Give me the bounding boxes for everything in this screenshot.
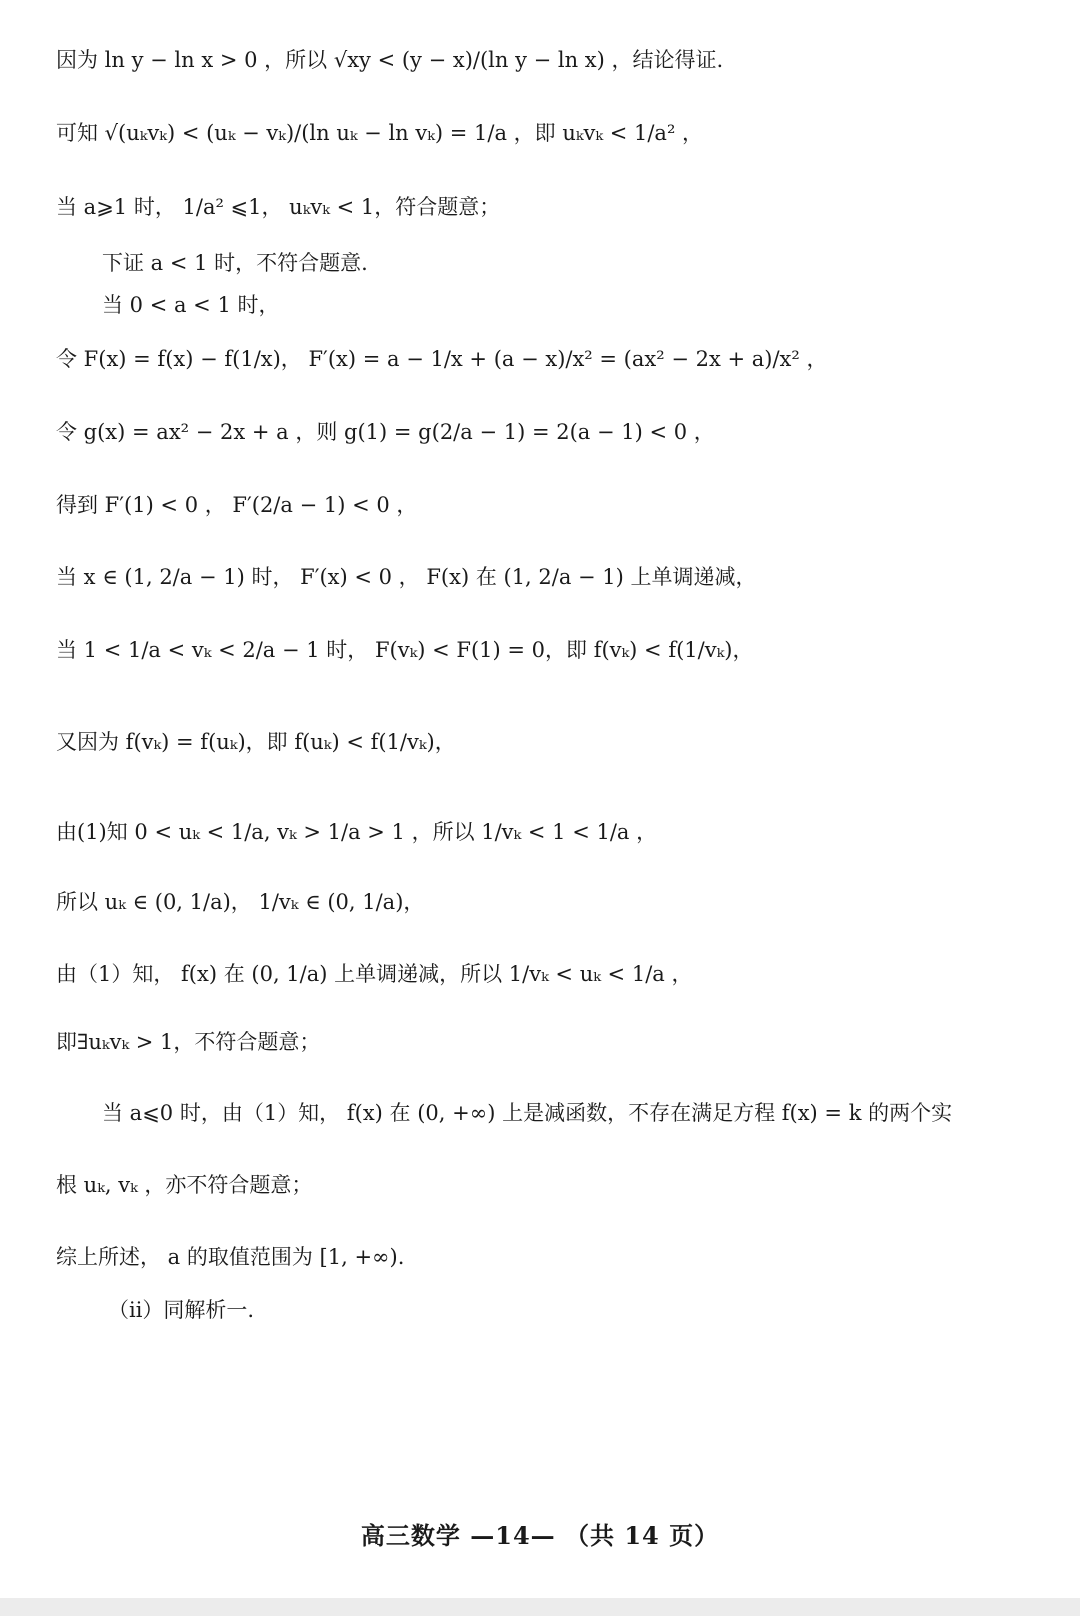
- line-2-text: 可知 √(uₖvₖ) < (uₖ − vₖ)/(ln uₖ − ln vₖ) = 1/a ，即 uₖvₖ < 1/a² ，: [56, 121, 704, 145]
- line-11: [56, 730, 456, 754]
- line-13-text: 所以 uₖ ∈ (0, 1/a)， 1/vₖ ∈ (0, 1/a)，: [56, 890, 425, 914]
- line-17: [56, 1173, 312, 1197]
- line-7: [56, 420, 715, 444]
- line-18: [56, 1245, 404, 1269]
- bottom-edge: [0, 1598, 1080, 1616]
- line-11-text: 又因为 f(vₖ) = f(uₖ)，即 f(uₖ) < f(1/vₖ)，: [56, 730, 456, 754]
- line-7-text: 令 g(x) = ax² − 2x + a ，则 g(1) = g(2/a − 1) = 2(a − 1) < 0 ，: [56, 420, 715, 444]
- line-8: [56, 493, 417, 517]
- line-10-text: 当 1 < 1/a < vₖ < 2/a − 1 时， F(vₖ) < F(1) = 0，即 f(vₖ) < f(1/vₖ)，: [56, 638, 754, 662]
- line-19: [108, 1298, 254, 1322]
- line-10: [56, 638, 753, 662]
- line-16-text: 当 a⩽0 时，由（1）知， f(x) 在 (0, +∞) 上是减函数，不存在满足方程 f(x) = k 的两个实: [102, 1101, 953, 1125]
- line-4-text: 下证 a < 1 时，不符合题意.: [102, 251, 368, 275]
- line-18-text: 综上所述， a 的取值范围为 [1, +∞).: [56, 1245, 405, 1269]
- line-4: [102, 251, 368, 275]
- line-6: [56, 347, 827, 371]
- line-9-text: 当 x ∈ (1, 2/a − 1) 时， F′(x) < 0 ， F(x) 在 (1, 2/a − 1) 上单调递减，: [56, 565, 757, 589]
- page-footer: 高三数学 —14— （共 14 页）: [360, 1521, 720, 1550]
- line-14: [56, 962, 692, 986]
- line-5: [102, 293, 280, 317]
- line-14-text: 由（1）知， f(x) 在 (0, 1/a) 上单调递减，所以 1/vₖ < uₖ < 1/a ，: [56, 962, 693, 986]
- line-16: [102, 1101, 952, 1125]
- line-2: [56, 121, 703, 145]
- line-3-text: 当 a⩾1 时， 1/a² ⩽1， uₖvₖ < 1，符合题意；: [56, 195, 501, 219]
- line-19-text: （ⅱ）同解析一.: [108, 1298, 255, 1322]
- line-13: [56, 890, 424, 914]
- line-15: [56, 1030, 320, 1054]
- line-8-text: 得到 F′(1) < 0 ， F′(2/a − 1) < 0 ，: [56, 493, 418, 517]
- line-15-text: 即∃uₖvₖ > 1，不符合题意；: [56, 1030, 321, 1054]
- line-12-text: 由(1)知 0 < uₖ < 1/a, vₖ > 1/a > 1 ，所以 1/vₖ < 1 < 1/a ，: [56, 820, 658, 844]
- line-1-text: 因为 ln y − ln x > 0 ，所以 √xy < (y − x)/(ln y − ln x) ，结论得证.: [56, 48, 724, 72]
- line-12: [56, 820, 657, 844]
- line-9: [56, 565, 757, 589]
- line-3: [56, 195, 500, 219]
- line-5-text: 当 0 < a < 1 时，: [102, 293, 280, 317]
- line-6-text: 令 F(x) = f(x) − f(1/x)， F′(x) = a − 1/x + (a − x)/x² = (ax² − 2x + a)/x² ，: [56, 347, 828, 371]
- line-17-text: 根 uₖ, vₖ ，亦不符合题意；: [56, 1173, 313, 1197]
- line-1: [56, 48, 723, 72]
